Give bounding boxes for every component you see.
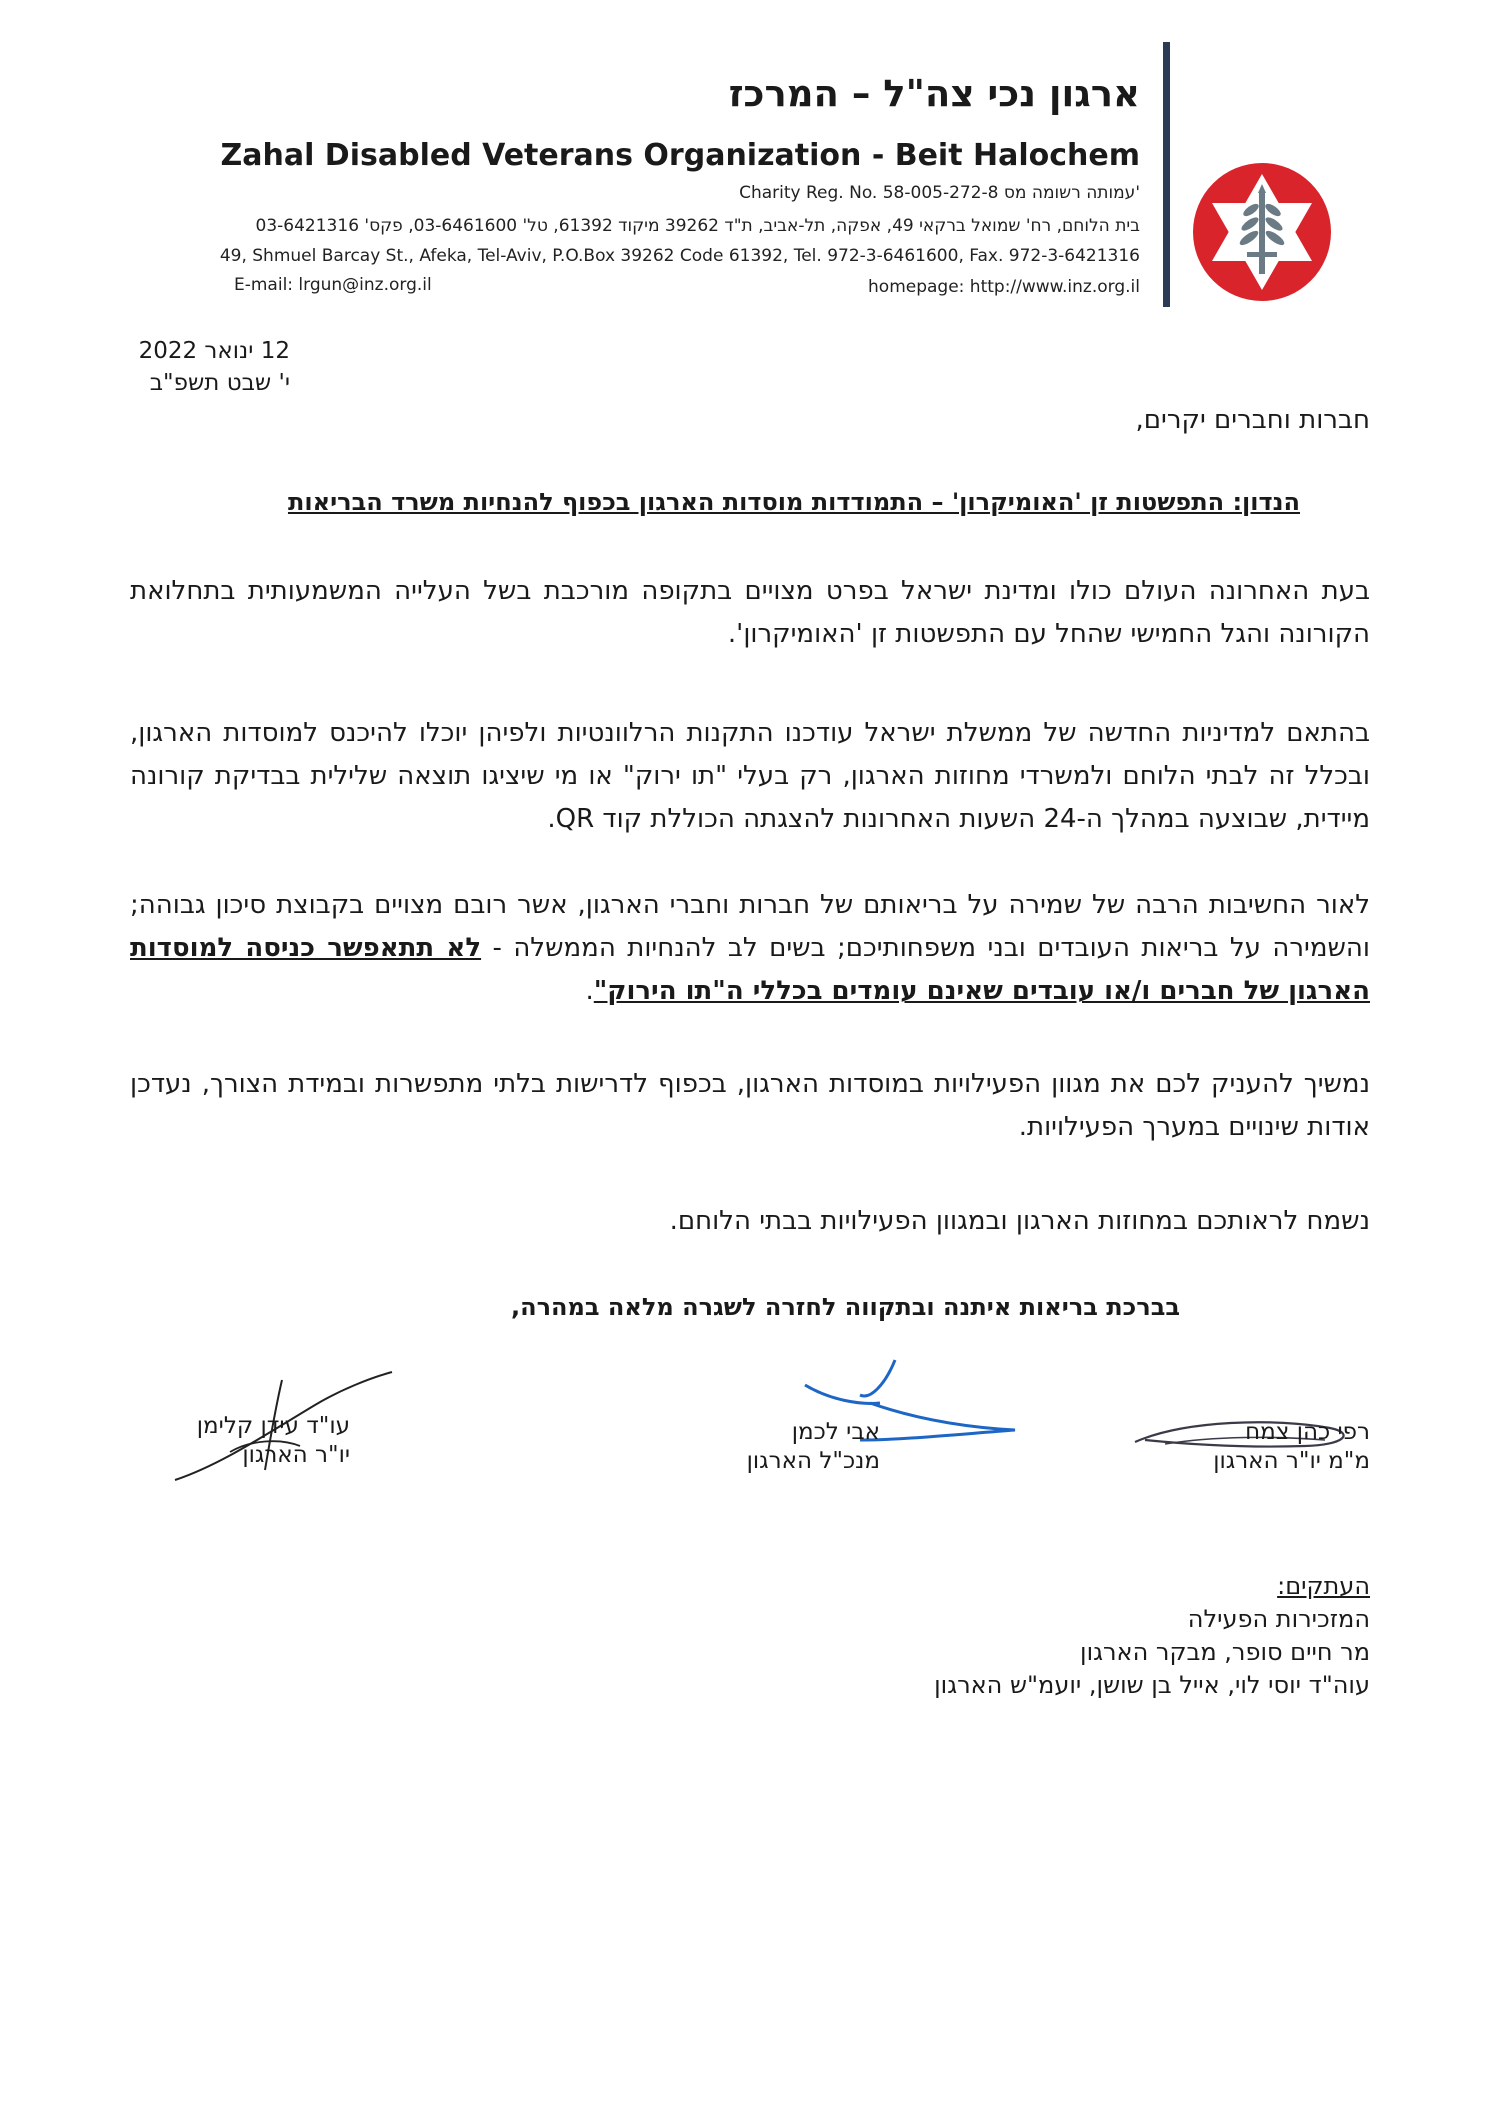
signer-name: עו"ד עידן קלימן bbox=[196, 1413, 350, 1439]
org-name-hebrew: ארגון נכי צה"ל – המרכז bbox=[728, 72, 1140, 115]
date-hebrew: י' שבט תשפ"ב bbox=[149, 370, 290, 396]
copies-item: מר חיים סופר, מבקר הארגון bbox=[1080, 1638, 1370, 1666]
letterhead-divider-rule bbox=[1163, 42, 1170, 307]
email-address: E-mail: lrgun@inz.org.il bbox=[234, 275, 432, 295]
signature-block-deputy-chair bbox=[1213, 1418, 1370, 1476]
signer-title: מ"מ יו"ר הארגון bbox=[1213, 1448, 1370, 1474]
signer-name: רפי כהן צמח bbox=[1245, 1419, 1370, 1445]
org-star-of-david-logo bbox=[1192, 162, 1332, 302]
body-paragraph-4: נמשיך להעניק לכם את מגוון הפעילויות במוסדות הארגון, בכפוף לדרישות בלתי מתפשרות ובמידת הצורך, נעדכן אודות שינויים במערך הפעילויות. bbox=[130, 1069, 1370, 1142]
entry-restriction-notice: לא תתאפשר כניסה למוסדות הארגון של חברים ו/או עובדים שאינם עומדים בכללי ה"תו הירוק" bbox=[130, 933, 1370, 1006]
closing-blessing: בברכת בריאות איתנה ובתקווה לחזרה לשגרה מלאה במהרה, bbox=[511, 1293, 1180, 1321]
signature-block-chair bbox=[197, 1412, 350, 1470]
signer-name: אבי לכמן bbox=[791, 1419, 880, 1445]
body-paragraph-2: בהתאם למדיניות החדשה של ממשלת ישראל עודכנו התקנות הרלוונטיות ולפיהן יוכלו להיכנס למוסדות הארגון, ובכלל זה לבתי הלוחם ולמשרדי מחוזות הארגון, רק בעלי "תו ירוק" או מי שיציגו תוצאה שלילית בבדיקת קורונה מיידית, שבוצעה במהלך ה-24 השעות האחרונות להצגתה הכוללת קוד QR. bbox=[130, 718, 1370, 834]
body-paragraph-5: נשמח לראותכם במחוזות הארגון ובמגוון הפעילויות בבתי הלוחם. bbox=[669, 1206, 1370, 1236]
body-paragraph-3-end: . bbox=[585, 976, 594, 1006]
body-paragraph-3-text: לאור החשיבות הרבה של שמירה על בריאותם של חברות וחברי הארגון, אשר רובם מצויים בקבוצת סיכון גבוהה; והשמירה על בריאות העובדים ובני משפחותיכם; בשים לב להנחיות הממשלה - bbox=[130, 890, 1370, 963]
copies-item: המזכירות הפעילה bbox=[1187, 1605, 1370, 1633]
homepage-url: homepage: http://www.inz.org.il bbox=[868, 277, 1140, 297]
copies-title: העתקים: bbox=[1277, 1572, 1370, 1600]
copies-list bbox=[934, 1570, 1370, 1702]
signer-title: יו"ר הארגון bbox=[242, 1442, 350, 1468]
org-name-english: Zahal Disabled Veterans Organization - Beit Halochem bbox=[220, 138, 1140, 173]
date-gregorian: 12 ינואר 2022 bbox=[138, 338, 290, 364]
charity-registration: Charity Reg. No. 58-005-272-8 עמותה רשומה מס' bbox=[739, 183, 1140, 203]
body-paragraph-1: בעת האחרונה העולם כולו ומדינת ישראל בפרט מצויים בתקופה מורכבת בשל העלייה המשמעותית בתחלואת הקורונה והגל החמישי שהחל עם התפשטות זן 'האומיקרון'. bbox=[130, 576, 1370, 649]
greeting: חברות וחברים יקרים, bbox=[1135, 405, 1370, 435]
subject-line: הנדון: התפשטות זן 'האומיקרון' – התמודדות מוסדות הארגון בכפוף להנחיות משרד הבריאות bbox=[287, 488, 1300, 516]
signature-block-ceo bbox=[747, 1418, 880, 1476]
address-english: 49, Shmuel Barcay St., Afeka, Tel-Aviv, P.O.Box 39262 Code 61392, Tel. 972-3-6461600, Fax. 972-3-6421316 bbox=[219, 246, 1140, 266]
body-paragraph-3 bbox=[130, 884, 1370, 1013]
address-hebrew: בית הלוחם, רח' שמואל ברקאי 49, אפקה, תל-אביב, ת"ד 39262 מיקוד 61392, טל' 03-6461600, פקס' 03-6421316 bbox=[255, 216, 1140, 236]
signer-title: מנכ"ל הארגון bbox=[746, 1448, 880, 1474]
copies-item: עוה"ד יוסי לוי, אייל בן שושן, יועמ"ש הארגון bbox=[934, 1671, 1370, 1699]
